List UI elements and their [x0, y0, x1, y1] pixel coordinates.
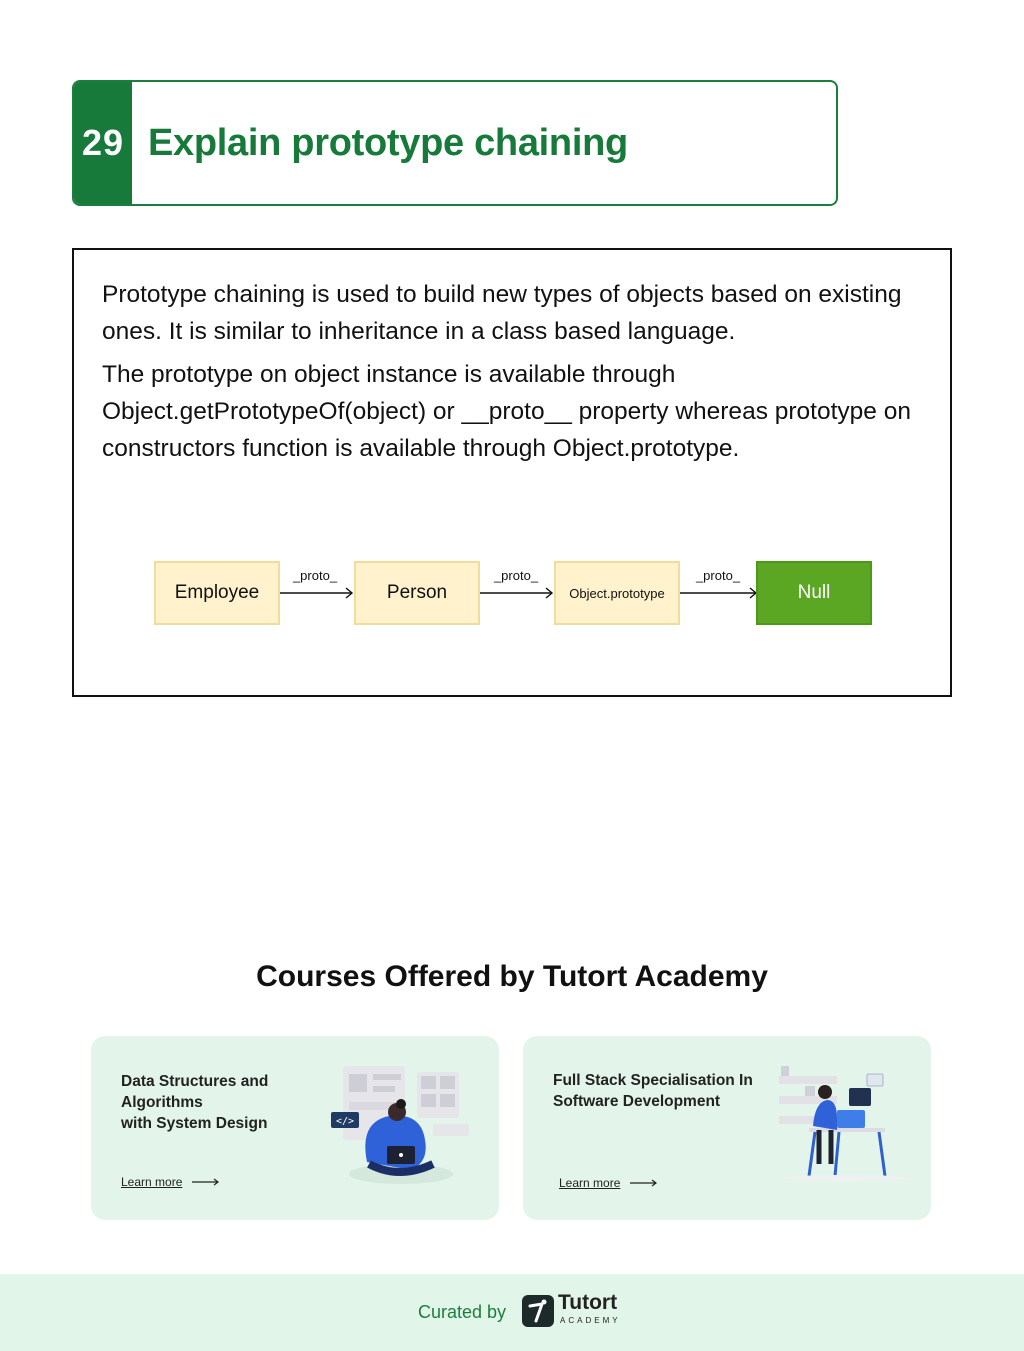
answer-box: [72, 248, 952, 697]
course-card-fullstack[interactable]: [523, 1036, 931, 1220]
brand-name: Tutort: [558, 1291, 618, 1314]
arrow-right-icon: [480, 586, 554, 600]
node-person: Person: [354, 561, 480, 625]
edge-label-1: _proto_: [292, 568, 338, 583]
arrow-right-icon: [680, 586, 758, 600]
question-header: [72, 80, 838, 206]
edge-label-2: _proto_: [493, 568, 539, 583]
arrow-right-icon: [280, 586, 354, 600]
node-null: Null: [756, 561, 872, 625]
learn-more-link[interactable]: Learn more: [559, 1176, 658, 1190]
arrow-right-icon: [192, 1177, 220, 1187]
brand-subtitle: ACADEMY: [560, 1316, 621, 1325]
course-title: Data Structures and Algorithms with System Design: [121, 1073, 269, 1132]
node-object-prototype: Object.prototype: [554, 561, 680, 625]
answer-paragraph-2: The prototype on object instance is available through Object.getPrototypeOf(object) or __proto__ property whereas prototype on constructors function is available through Object.prototype.: [102, 361, 911, 462]
developer-with-laptop-illustration: [329, 1062, 475, 1186]
courses-heading: Courses Offered by Tutort Academy: [256, 960, 768, 993]
svg-text:</>: </>: [335, 1116, 355, 1127]
edge-label-3: _proto_: [695, 568, 741, 583]
learn-more-link[interactable]: Learn more: [121, 1175, 220, 1189]
node-employee: Employee: [154, 561, 280, 625]
course-title: Full Stack Specialisation In Software Development: [553, 1072, 753, 1110]
course-card-dsa[interactable]: [91, 1036, 499, 1220]
footer: [0, 1274, 1024, 1351]
answer-paragraph-1: Prototype chaining is used to build new types of objects based on existing ones. It is similar to inheritance in a class based language.: [102, 281, 902, 345]
curated-by-label: Curated by: [418, 1302, 507, 1322]
question-title: Explain prototype chaining: [148, 121, 628, 164]
tutort-logo-icon: [522, 1295, 554, 1327]
question-number: 29: [74, 82, 132, 204]
developer-at-desk-illustration: [775, 1066, 915, 1182]
arrow-right-icon: [630, 1178, 658, 1188]
